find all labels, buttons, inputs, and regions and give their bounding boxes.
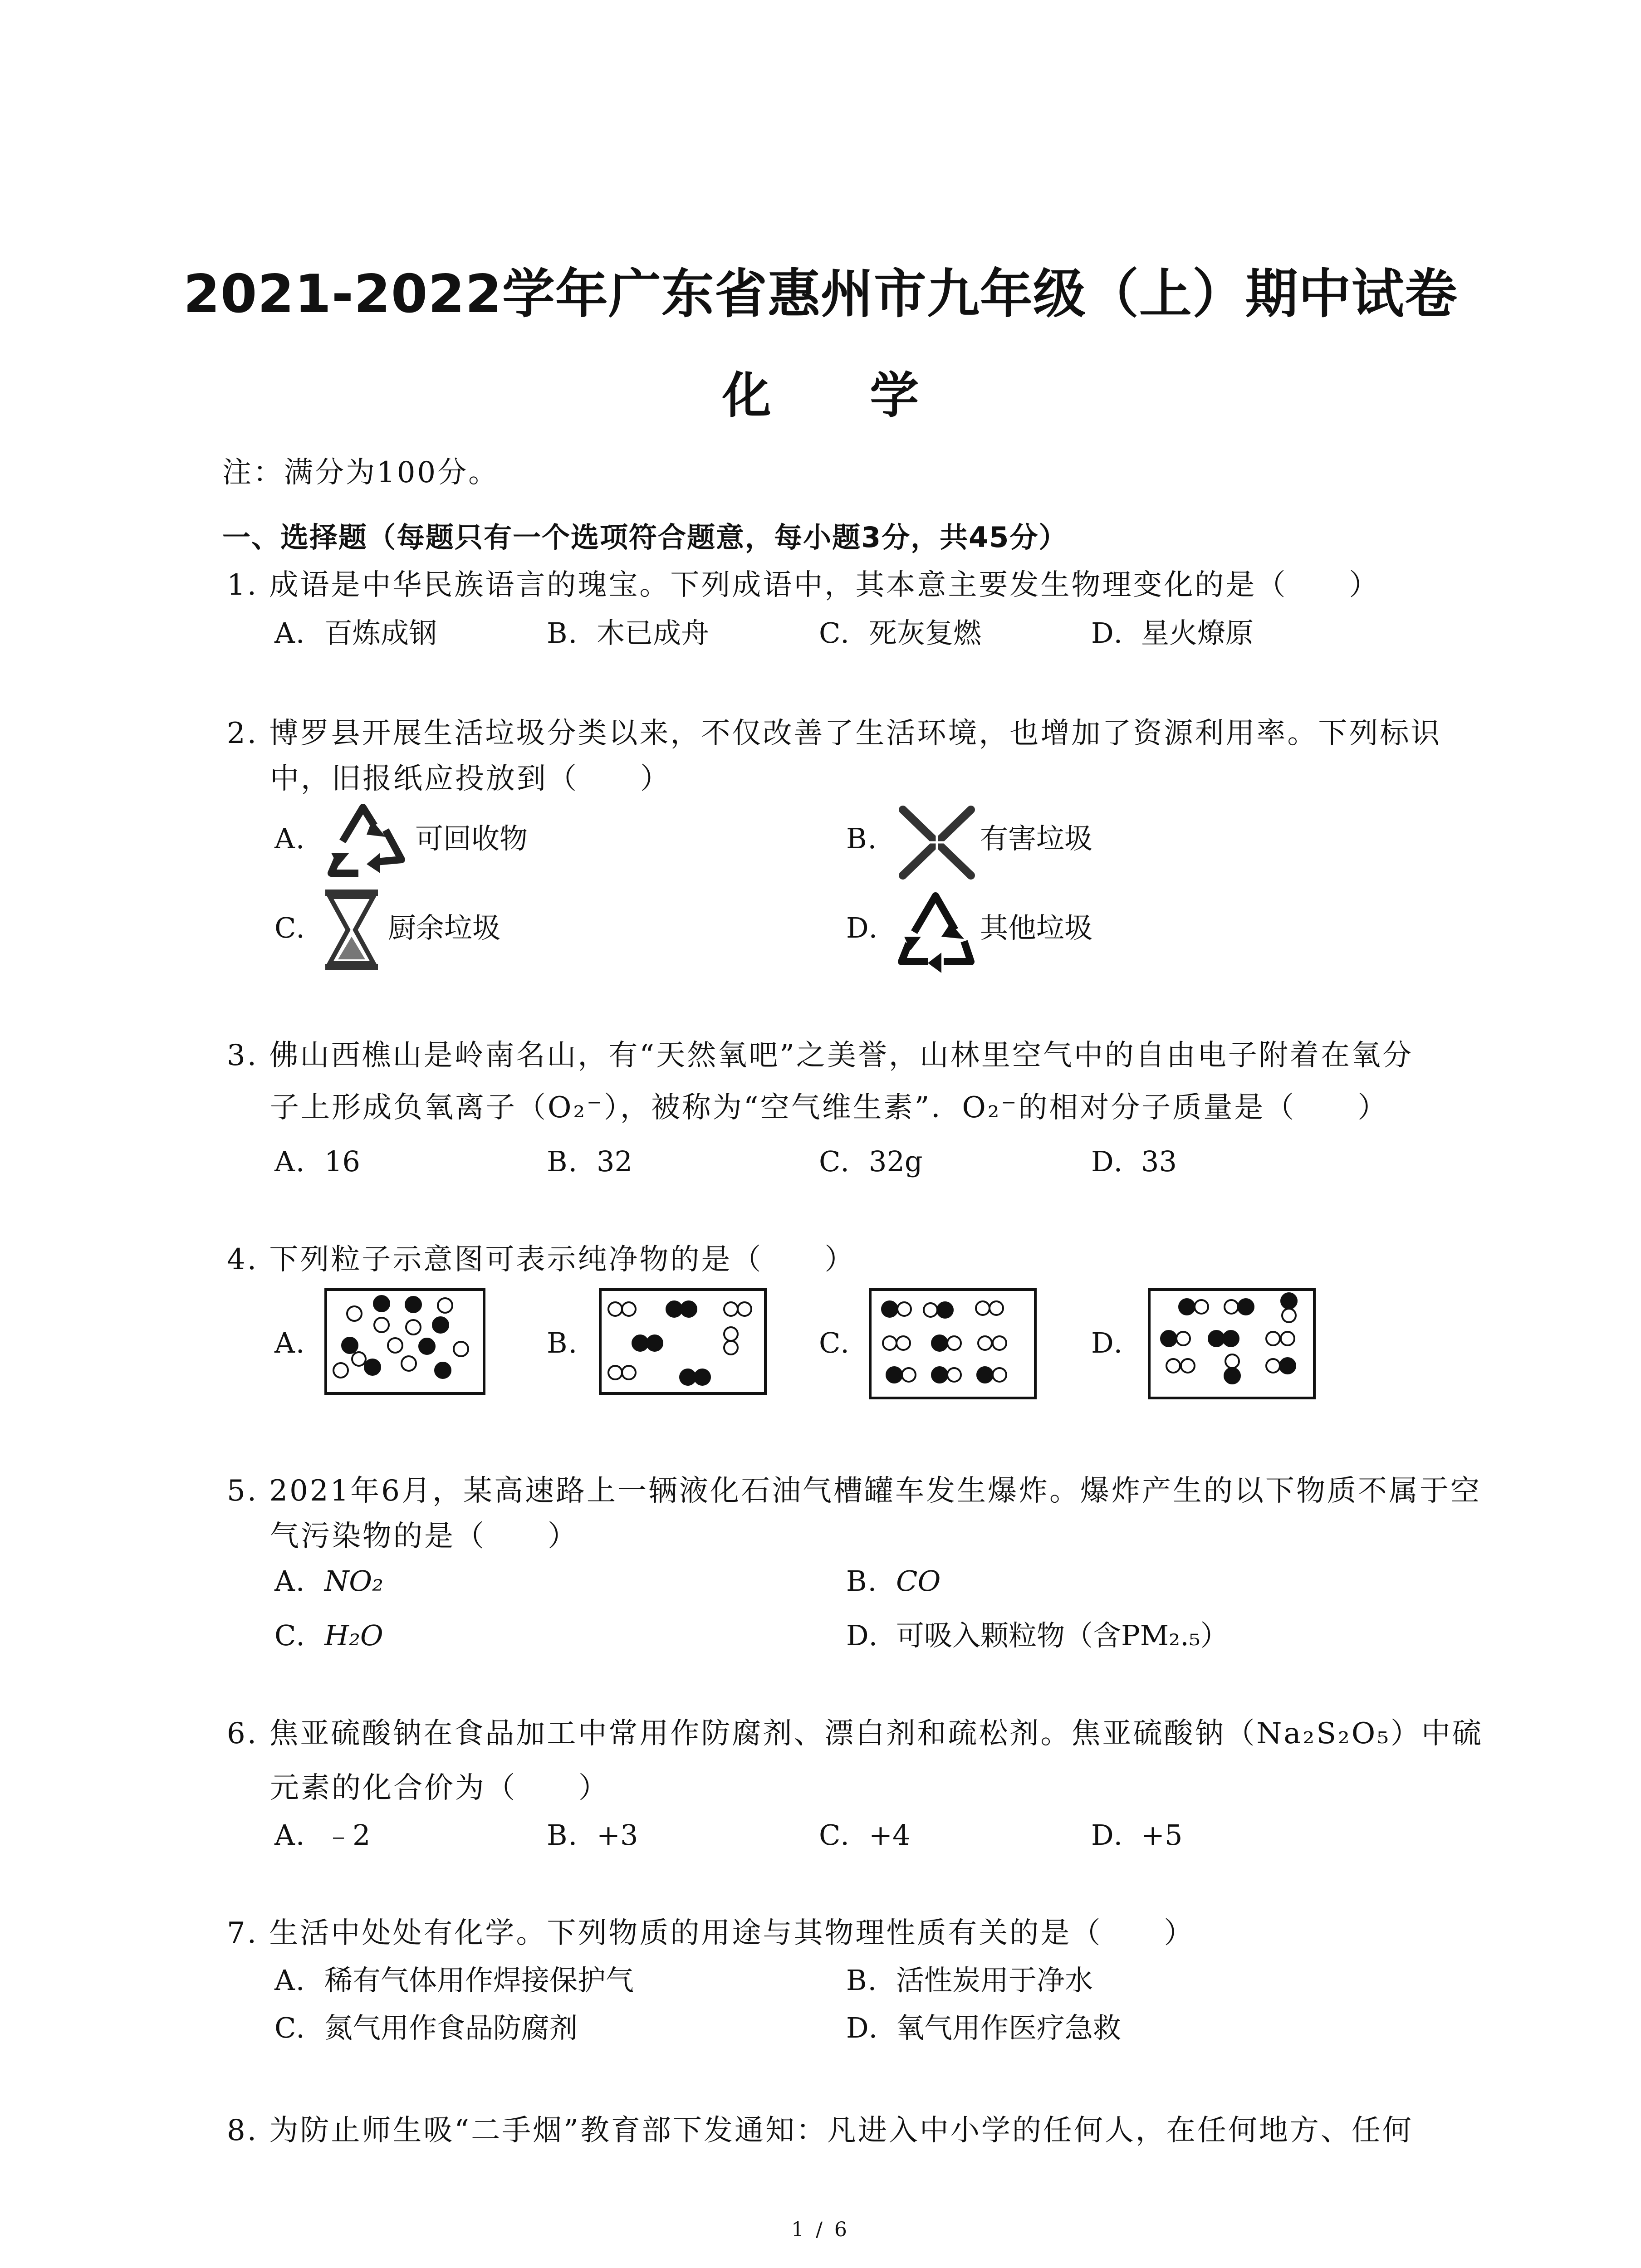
question-stem: 中，旧报纸应投放到（ ） [270, 762, 671, 796]
recycle-icon [318, 798, 415, 885]
option-a: A. 16 [274, 1145, 360, 1178]
option-d-text: 其他垃圾 [980, 911, 1093, 944]
option-b: B. 木已成舟 [547, 616, 710, 650]
other-waste-icon [896, 887, 975, 982]
option-b: B. +3 [547, 1818, 638, 1852]
particle-diagram-b [599, 1288, 767, 1395]
option-b: B. 32 [547, 1145, 632, 1178]
option-d: D. [1091, 1326, 1124, 1359]
option-d: D. 星火燎原 [1091, 616, 1254, 650]
option-d: D. +5 [1091, 1818, 1183, 1852]
particle-diagram-d [1148, 1288, 1316, 1399]
option-b: B. [547, 1326, 578, 1359]
question-stem: 5. 2021年6月，某高速路上一辆液化石油气槽罐车发生爆炸。爆炸产生的以下物质不属于空 [227, 1474, 1481, 1508]
question-stem: 1. 成语是中华民族语言的瑰宝。下列成语中，其本意主要发生物理变化的是（ ） [227, 568, 1380, 602]
option-c-text: 厨余垃圾 [388, 911, 501, 944]
option-a: A. [274, 1326, 306, 1359]
score-note: 注：满分为100分。 [222, 456, 500, 489]
question-stem: 子上形成负氧离子（O₂⁻），被称为“空气维生素”．O₂⁻的相对分子质量是（ ） [270, 1091, 1389, 1124]
question-stem: 8. 为防止师生吸“二手烟”教育部下发通知：凡进入中小学的任何人，在任何地方、任何 [227, 2114, 1413, 2147]
option-b: B. 活性炭用于净水 [846, 1964, 1093, 1997]
question-stem: 元素的化合价为（ ） [270, 1771, 609, 1805]
option-c: C. +4 [819, 1818, 911, 1852]
option-c: C. 氮气用作食品防腐剂 [274, 2011, 578, 2044]
question-stem: 4. 下列粒子示意图可表示纯净物的是（ ） [227, 1243, 856, 1276]
particle-diagram-a [324, 1288, 485, 1395]
page-title: 2021-2022学年广东省惠州市九年级（上）期中试卷 [183, 264, 1458, 325]
option-b: B. CO [846, 1564, 941, 1598]
option-d: D. 氧气用作医疗急救 [846, 2011, 1122, 2044]
option-d: D. 33 [1091, 1145, 1177, 1178]
question-stem: 6. 焦亚硫酸钠在食品加工中常用作防腐剂、漂白剂和疏松剂。焦亚硫酸钠（Na₂S₂O₅）中硫 [227, 1717, 1483, 1750]
option-a: A. 百炼成钢 [274, 616, 437, 650]
option-d: D. 可吸入颗粒物（含PM₂.₅） [846, 1619, 1229, 1652]
subject-title: 化 学 [722, 367, 960, 424]
hazardous-icon [896, 803, 978, 882]
option-a: A. ﹣2 [274, 1818, 371, 1852]
option-b-text: 有害垃圾 [980, 822, 1093, 855]
particle-diagram-c [869, 1288, 1037, 1399]
option-c: C. H₂O [274, 1619, 383, 1652]
kitchen-waste-icon [320, 887, 383, 973]
option-a: A. [274, 822, 306, 855]
option-c: C. [819, 1326, 850, 1359]
option-b: B. [846, 822, 878, 855]
option-a-text: 可回收物 [415, 822, 528, 855]
option-a: A. 稀有气体用作焊接保护气 [274, 1964, 634, 1997]
option-c: C. [274, 911, 306, 944]
option-d: D. [846, 911, 879, 944]
question-stem: 7. 生活中处处有化学。下列物质的用途与其物理性质有关的是（ ） [227, 1916, 1195, 1950]
section-heading: 一、选择题（每题只有一个选项符合题意，每小题3分，共45分） [222, 521, 1068, 554]
question-stem: 2. 博罗县开展生活垃圾分类以来，不仅改善了生活环境，也增加了资源利用率。下列标识 [227, 717, 1442, 750]
option-c: C. 32g [819, 1145, 923, 1178]
page-number: 1 / 6 [791, 2218, 850, 2241]
option-a: A. NO₂ [274, 1564, 383, 1598]
option-c: C. 死灰复燃 [819, 616, 982, 650]
question-stem: 3. 佛山西樵山是岭南名山，有“天然氧吧”之美誉，山林里空气中的自由电子附着在氧分 [227, 1039, 1413, 1072]
question-stem: 气污染物的是（ ） [270, 1520, 578, 1553]
